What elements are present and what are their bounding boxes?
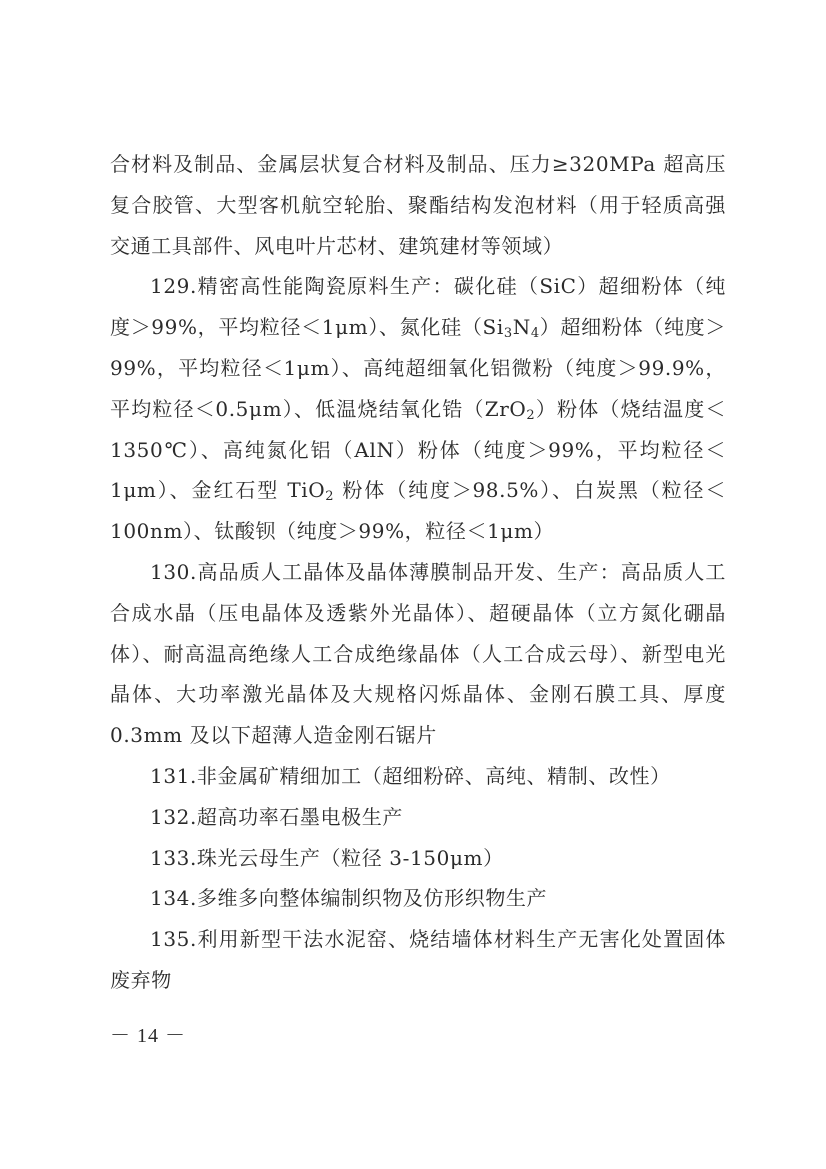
paragraph: [110, 756, 726, 797]
subscript-text: 3: [503, 326, 513, 342]
paragraph: [110, 266, 726, 552]
paragraph-text: 133.珠光云母生产（粒径 3-150μm）: [150, 845, 504, 870]
paragraph: [110, 797, 726, 838]
paragraph-text: 135.利用新型干法水泥窑、烧结墙体材料生产无害化处置固体废弃物: [110, 927, 726, 992]
paragraph: [110, 838, 726, 879]
subscript-text: 2: [325, 489, 335, 505]
page-number: － 14 －: [110, 1025, 186, 1047]
paragraph-text: 130.高品质人工晶体及晶体薄膜制品开发、生产：高品质人工合成水晶（压电晶体及透紫外光晶体）、超硬晶体（立方氮化硼晶体）、耐高温高绝缘人工合成绝缘晶体（人工合成云母）、新型电光晶体、大功率激光晶体及大规格闪烁晶体、金刚石膜工具、厚度 0.3mm 及以下超薄人造金刚石锯片: [110, 559, 726, 748]
paragraph: [110, 878, 726, 919]
paragraph: [110, 144, 726, 266]
paragraph-text: 合材料及制品、金属层状复合材料及制品、压力≥320MPa 超高压复合胶管、大型客机航空轮胎、聚酯结构发泡材料（用于轻质高强交通工具部件、风电叶片芯材、建筑建材等领域）: [110, 152, 726, 258]
document-body: [110, 144, 726, 1001]
paragraph-text: 132.超高功率石墨电极生产: [150, 804, 403, 829]
paragraph-text: 粉体（纯度＞98.5%）、白炭黑（粒径＜100nm）、钛酸钡（纯度＞99%，粒径＜1μm）: [110, 478, 726, 544]
paragraph-text: ）粉体（烧结温度＜1350℃）、高纯氮化铝（AlN）粉体（纯度＞99%，平均粒径＜1μm）、金红石型 TiO: [110, 396, 726, 503]
paragraph-text: 131.非金属矿精细加工（超细粉碎、高纯、精制、改性）: [150, 763, 671, 788]
paragraph: [110, 552, 726, 756]
paragraph: [110, 919, 726, 1001]
paragraph-text: ）超细粉体（纯度＞99%，平均粒径＜1μm）、高纯超细氧化铝微粉（纯度＞99.9%，平均粒径＜0.5μm）、低温烧结氧化锆（ZrO: [110, 315, 726, 421]
subscript-text: 4: [530, 326, 540, 342]
subscript-text: 2: [526, 407, 536, 423]
paragraph-text: 129.精密高性能陶瓷原料生产：碳化硅（SiC）超细粉体（纯度＞99%，平均粒径＜1μm）、氮化硅（Si: [110, 274, 726, 340]
paragraph-text: 134.多维多向整体编制织物及仿形织物生产: [150, 886, 548, 911]
paragraph-text: N: [512, 315, 531, 340]
